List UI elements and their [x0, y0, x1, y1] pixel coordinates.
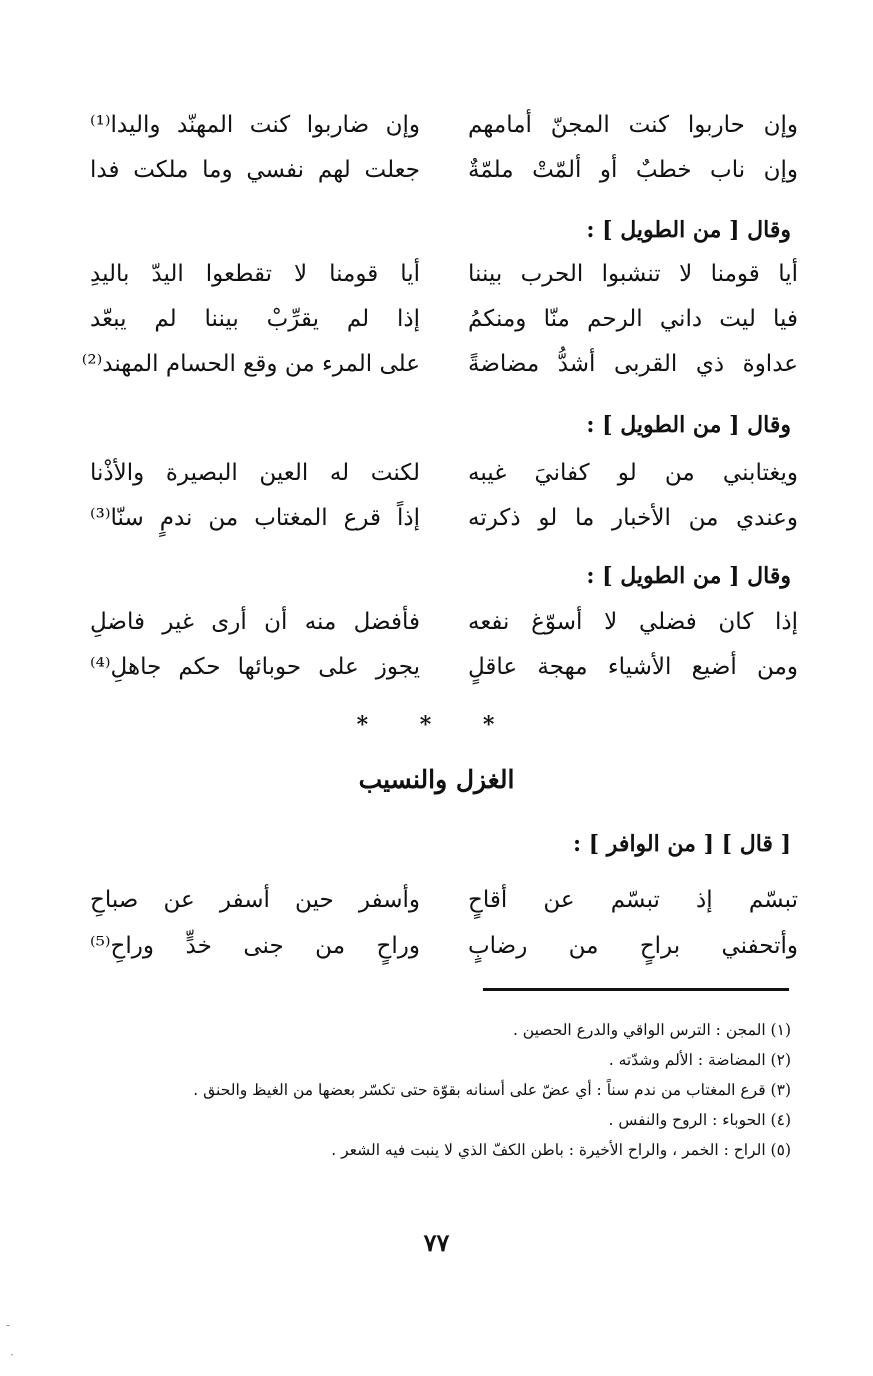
verse-second-hemistich: يجوز على حوبائها حكم جاهلِ⁽⁴⁾ [90, 654, 420, 680]
verse-row [90, 299, 798, 339]
section-divider: * * * [356, 712, 517, 738]
verse-first-hemistich: أيا قومنا لا تنشبوا الحرب بيننا [468, 261, 798, 287]
verse-first-hemistich: وأتحفني براحٍ من رضابٍ [468, 933, 798, 959]
verse-first-hemistich: تبسّم إذ تبسّم عن أقاحٍ [468, 887, 798, 913]
verse-second-hemistich: جعلت لهم نفسي وما ملكت فدا [90, 157, 420, 183]
verse-first-hemistich: عداوة ذي القربى أشدُّ مضاضةً [468, 351, 798, 377]
verse-second-hemistich: وراحٍ من جنى خدٍّ وراحِ⁽⁵⁾ [90, 933, 420, 959]
poem-intro: وقال [ من الطويل ] : [586, 412, 791, 438]
verse-second-hemistich: لكنت له العين البصيرة والأذْنا [90, 460, 420, 486]
poem-intro: وقال [ من الطويل ] : [586, 563, 791, 589]
section-title: الغزل والنسيب [358, 765, 515, 794]
verse-row [90, 602, 798, 642]
verse-row [90, 498, 798, 538]
verse-first-hemistich: فيا ليت داني الرحم منّا ومنكمُ [468, 306, 798, 332]
poem-intro: [ قال ] [ من الوافر ] : [572, 831, 791, 857]
verse-second-hemistich: فأفضل منه أن أرى غير فاضلِ [90, 609, 420, 635]
verse-row [81, 344, 798, 384]
verse-first-hemistich: ويغتابني من لو كفانيَ غيبه [468, 460, 798, 486]
verse-row [90, 150, 798, 190]
footnote: (١) المجن : الترس الواقي والدرع الحصين . [512, 1021, 791, 1039]
verse-second-hemistich: على المرء من وقع الحسام المهند⁽²⁾ [81, 351, 420, 377]
verse-row [90, 647, 798, 687]
footnote: (٣) قرع المغتاب من ندم سناً : أي عضّ على أسنانه بقوّة حتى تكسّر بعضها من الغيظ والحنق . [193, 1081, 791, 1099]
verse-second-hemistich: إذا لم يقرِّبْ بيننا لم يبعّد [90, 306, 420, 332]
verse-row [90, 880, 798, 920]
scan-speck: · [10, 1348, 14, 1362]
footnote: (٤) الحوباء : الروح والنفس . [608, 1111, 791, 1129]
verse-row [90, 453, 798, 493]
footnote: (٢) المضاضة : الألم وشدّته . [608, 1051, 791, 1069]
verse-second-hemistich: إذاً قرع المغتاب من ندمٍ سنّا⁽³⁾ [90, 505, 420, 531]
footnote: (٥) الراح : الخمر ، والراح الأخيرة : باطن الكفّ الذي لا ينبت فيه الشعر . [331, 1141, 791, 1159]
verse-first-hemistich: وإن ناب خطبٌ أو ألمّتْ ملمّةٌ [468, 157, 798, 183]
poem-intro: وقال [ من الطويل ] : [586, 217, 791, 243]
verse-second-hemistich: وأسفر حين أسفر عن صباحِ [90, 887, 420, 913]
scan-speck: - [6, 1318, 11, 1332]
verse-second-hemistich: أيا قومنا لا تقطعوا اليدّ باليدِ [90, 261, 420, 287]
verse-first-hemistich: وإن حاربوا كنت المجنّ أمامهم [468, 112, 798, 138]
verse-row [90, 926, 798, 966]
verse-first-hemistich: وعندي من الأخبار ما لو ذكرته [468, 505, 798, 531]
footnote-separator [483, 988, 789, 991]
verse-first-hemistich: ومن أضيع الأشياء مهجة عاقلٍ [468, 654, 798, 680]
verse-row [90, 105, 798, 145]
verse-first-hemistich: إذا كان فضلي لا أسوّغ نفعه [468, 609, 798, 635]
verse-second-hemistich: وإن ضاربوا كنت المهنّد واليدا⁽¹⁾ [90, 112, 420, 138]
verse-row [90, 254, 798, 294]
footnotes [91, 1015, 791, 1165]
page-number: ٧٧ [423, 1228, 450, 1257]
